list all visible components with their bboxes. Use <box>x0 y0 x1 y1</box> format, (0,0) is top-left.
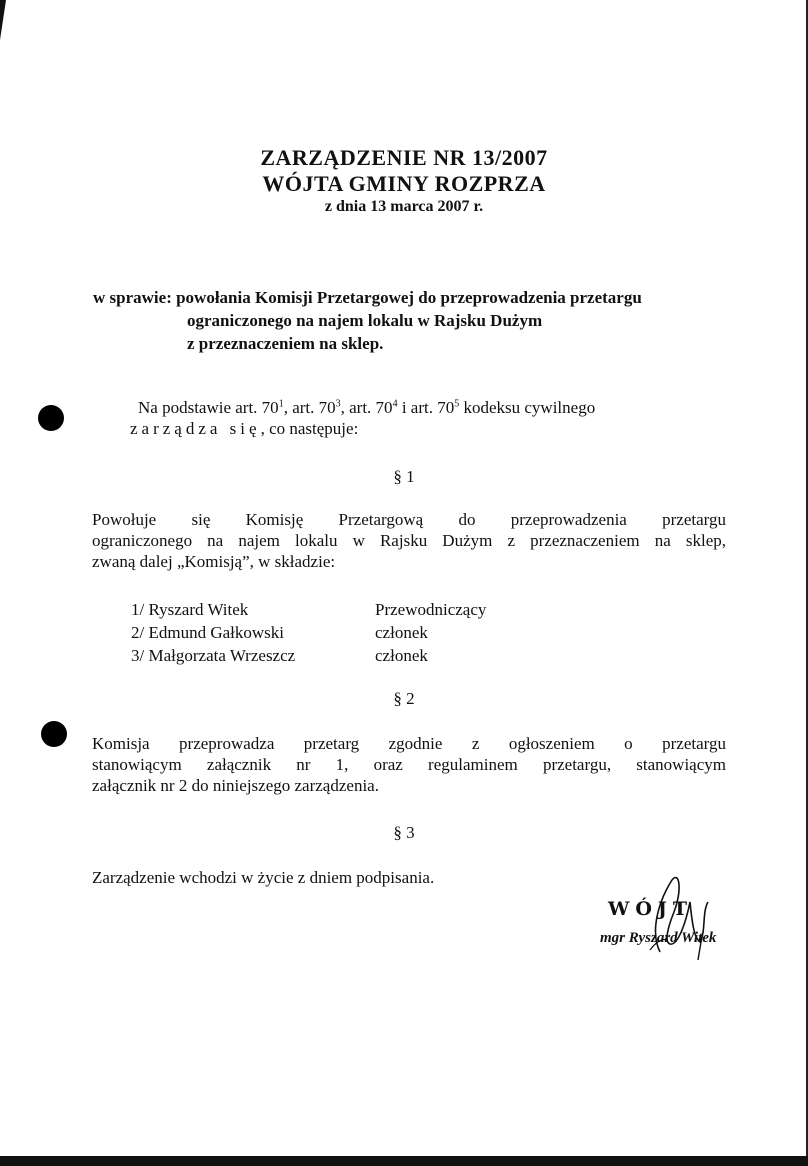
member-role: Przewodniczący <box>375 600 487 619</box>
section2-paragraph <box>92 733 726 796</box>
document-issuer: WÓJTA GMINY ROZPRZA <box>262 171 546 196</box>
section-mark: § 3 <box>393 823 415 842</box>
orders-phrase: zarządza się <box>130 419 261 438</box>
scan-edge-left <box>0 0 6 40</box>
document-title: ZARZĄDZENIE NR 13/2007 <box>260 145 548 170</box>
basis-sup: 1 <box>278 398 284 410</box>
paragraph-line: Powołuje się Komisję Przetargową do przeprowadzenia przetargu <box>92 510 726 529</box>
basis-text: kodeksu cywilnego <box>459 398 596 417</box>
legal-basis <box>130 397 596 439</box>
member-role: członek <box>375 646 428 665</box>
subject-line: z przeznaczeniem na sklep. <box>187 334 384 353</box>
basis-text: Na podstawie art. 70 <box>138 398 279 417</box>
member-name: 2/ Edmund Gałkowski <box>131 623 284 642</box>
punch-hole-icon <box>38 405 64 431</box>
document-date: z dnia 13 marca 2007 r. <box>324 198 484 215</box>
list-item <box>131 621 486 644</box>
paragraph-line: Komisja przeprowadza przetarg zgodnie z ogłoszeniem o przetargu <box>92 734 726 753</box>
list-item <box>131 644 486 667</box>
member-name: 3/ Małgorzata Wrzeszcz <box>131 646 296 665</box>
signatory-title: WÓJT <box>608 898 694 920</box>
commission-members <box>131 598 486 667</box>
section-mark: § 1 <box>393 467 415 486</box>
signature-block <box>590 872 760 962</box>
paragraph-line: zwaną dalej „Komisją”, w składzie: <box>92 552 336 571</box>
subject-line: w sprawie: powołania Komisji Przetargowej do przeprowadzenia przetargu <box>93 288 642 307</box>
orders-tail: , co następuje: <box>260 419 359 438</box>
member-role: członek <box>375 623 428 642</box>
basis-sup: 5 <box>454 398 460 410</box>
basis-sup: 4 <box>392 398 398 410</box>
basis-text: , art. 70 <box>340 398 393 417</box>
scan-edge-bottom <box>0 1156 808 1166</box>
paragraph-line: stanowiącym załącznik nr 1, oraz regulaminem przetargu, stanowiącym <box>92 755 726 774</box>
paragraph-line: ograniczonego na najem lokalu w Rajsku Dużym z przeznaczeniem na sklep, <box>92 531 726 550</box>
basis-text: i art. 70 <box>397 398 455 417</box>
section1-paragraph <box>92 509 726 572</box>
punch-hole-icon <box>41 721 67 747</box>
subject-line: ograniczonego na najem lokalu w Rajsku Dużym <box>187 311 543 330</box>
document-subject <box>93 286 743 355</box>
paragraph-line: załącznik nr 2 do niniejszego zarządzenia. <box>92 776 379 795</box>
basis-sup: 3 <box>335 398 341 410</box>
section-mark: § 2 <box>393 689 415 708</box>
basis-text: , art. 70 <box>283 398 336 417</box>
member-name: 1/ Ryszard Witek <box>131 600 249 619</box>
closing-clause: Zarządzenie wchodzi w życie z dniem podpisania. <box>92 868 435 887</box>
list-item <box>131 598 486 621</box>
signatory-name: mgr Ryszard Witek <box>600 930 717 946</box>
